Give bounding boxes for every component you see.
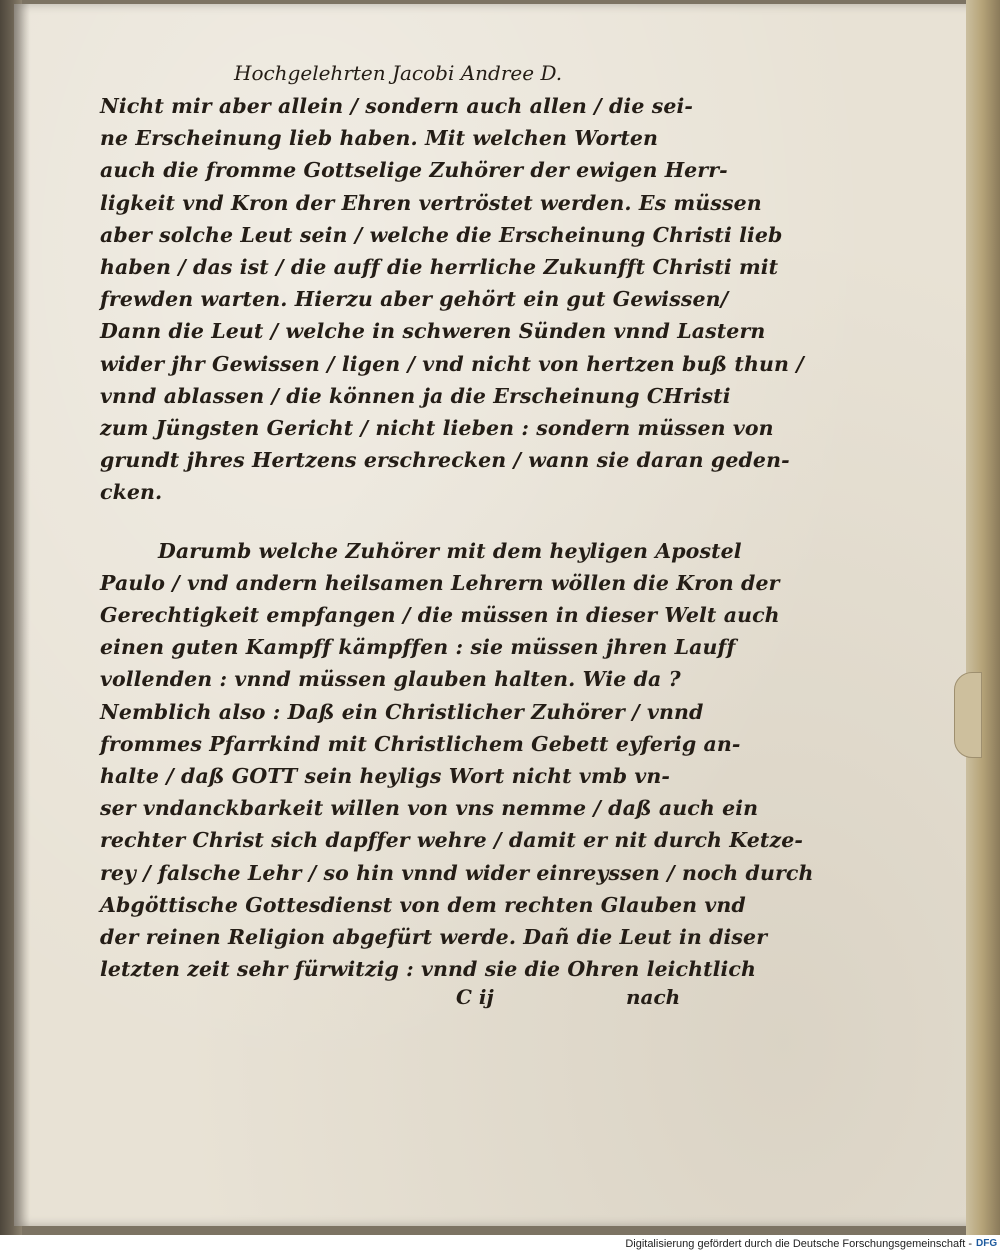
paragraph-gap <box>100 509 700 535</box>
text-line: ne Erscheinung lieb haben. Mit welchen Worten <box>100 126 659 151</box>
text-line: auch die fromme Gottselige Zuhörer der ewigen Herr- <box>100 158 728 183</box>
signature-row <box>100 985 700 1015</box>
text-line: wider jhr Gewissen / ligen / vnd nicht von hertzen buß thun / <box>100 351 804 376</box>
text-line: Dann die Leut / welche in schweren Sünden vnnd Lastern <box>100 319 766 344</box>
text-line: Nicht mir aber allein / sondern auch allen / die sei- <box>100 94 693 118</box>
text-line: einen guten Kampff kämpffen : sie müssen jhren Lauff <box>100 635 736 660</box>
text-line: cken. <box>100 480 163 505</box>
catchword: nach <box>626 985 681 1010</box>
text-line: zum Jüngsten Gericht / nicht lieben : sondern müssen von <box>100 416 774 441</box>
dfg-logo-icon: DFG <box>976 1238 998 1249</box>
text-line: vnnd ablassen / die können ja die Erscheinung CHristi <box>100 383 731 408</box>
text-line: der reinen Religion abgefürt werde. Dañ die Leut in diser <box>100 925 768 950</box>
text-line: rey / falsche Lehr / so hin vnnd wider einreyssen / noch durch <box>100 860 814 885</box>
text-block <box>100 58 814 1015</box>
paragraph-2 <box>100 535 814 986</box>
gutter-shadow <box>14 4 30 1226</box>
text-line: aber solche Leut sein / welche die Erscheinung Christi lieb <box>100 222 783 247</box>
text-line: Paulo / vnd andern heilsamen Lehrern wöllen die Kron der <box>100 570 780 595</box>
text-line: frommes Pfarrkind mit Christlichem Gebett eyferig an- <box>100 731 741 756</box>
text-line: halte / daß GOTT sein heyligs Wort nicht vmb vn- <box>100 764 671 789</box>
text-line: letzten zeit sehr fürwitzig : vnnd sie die Ohren leichtlich <box>100 957 757 982</box>
footer-bar <box>0 1235 1000 1255</box>
page-tab-marker <box>954 672 982 758</box>
text-line: haben / das ist / die auff die herrliche Zukunfft Christi mit <box>100 255 779 280</box>
running-head: Hochgelehrten Jacobi Andree D. <box>234 61 563 85</box>
footer-credit: Digitalisierung gefördert durch die Deutsche Forschungsgemeinschaft - <box>625 1238 972 1250</box>
signature-mark: C ij <box>456 985 494 1010</box>
text-line: ser vndanckbarkeit willen von vns nemme / daß auch ein <box>100 796 759 821</box>
text-line: frewden warten. Hierzu aber gehört ein gut Gewissen/ <box>100 287 729 312</box>
text-line: grundt jhres Hertzens erschrecken / wann sie daran geden- <box>100 448 790 473</box>
text-line: Gerechtigkeit empfangen / die müssen in dieser Welt auch <box>100 603 780 628</box>
text-line: Darumb welche Zuhörer mit dem heyligen Apostel <box>158 538 742 563</box>
text-line: Abgöttische Gottesdienst von dem rechten Glauben vnd <box>100 892 746 917</box>
text-line: vollenden : vnnd müssen glauben halten. Wie da ? <box>100 667 681 692</box>
text-line: Nemblich also : Daß ein Christlicher Zuhörer / vnnd <box>100 699 704 724</box>
paragraph-1 <box>100 90 804 509</box>
text-line: rechter Christ sich dapffer wehre / damit er nit durch Ketze- <box>100 828 803 853</box>
text-line: ligkeit vnd Kron der Ehren vertröstet werden. Es müssen <box>100 190 762 215</box>
page-fore-edge <box>966 0 1000 1235</box>
